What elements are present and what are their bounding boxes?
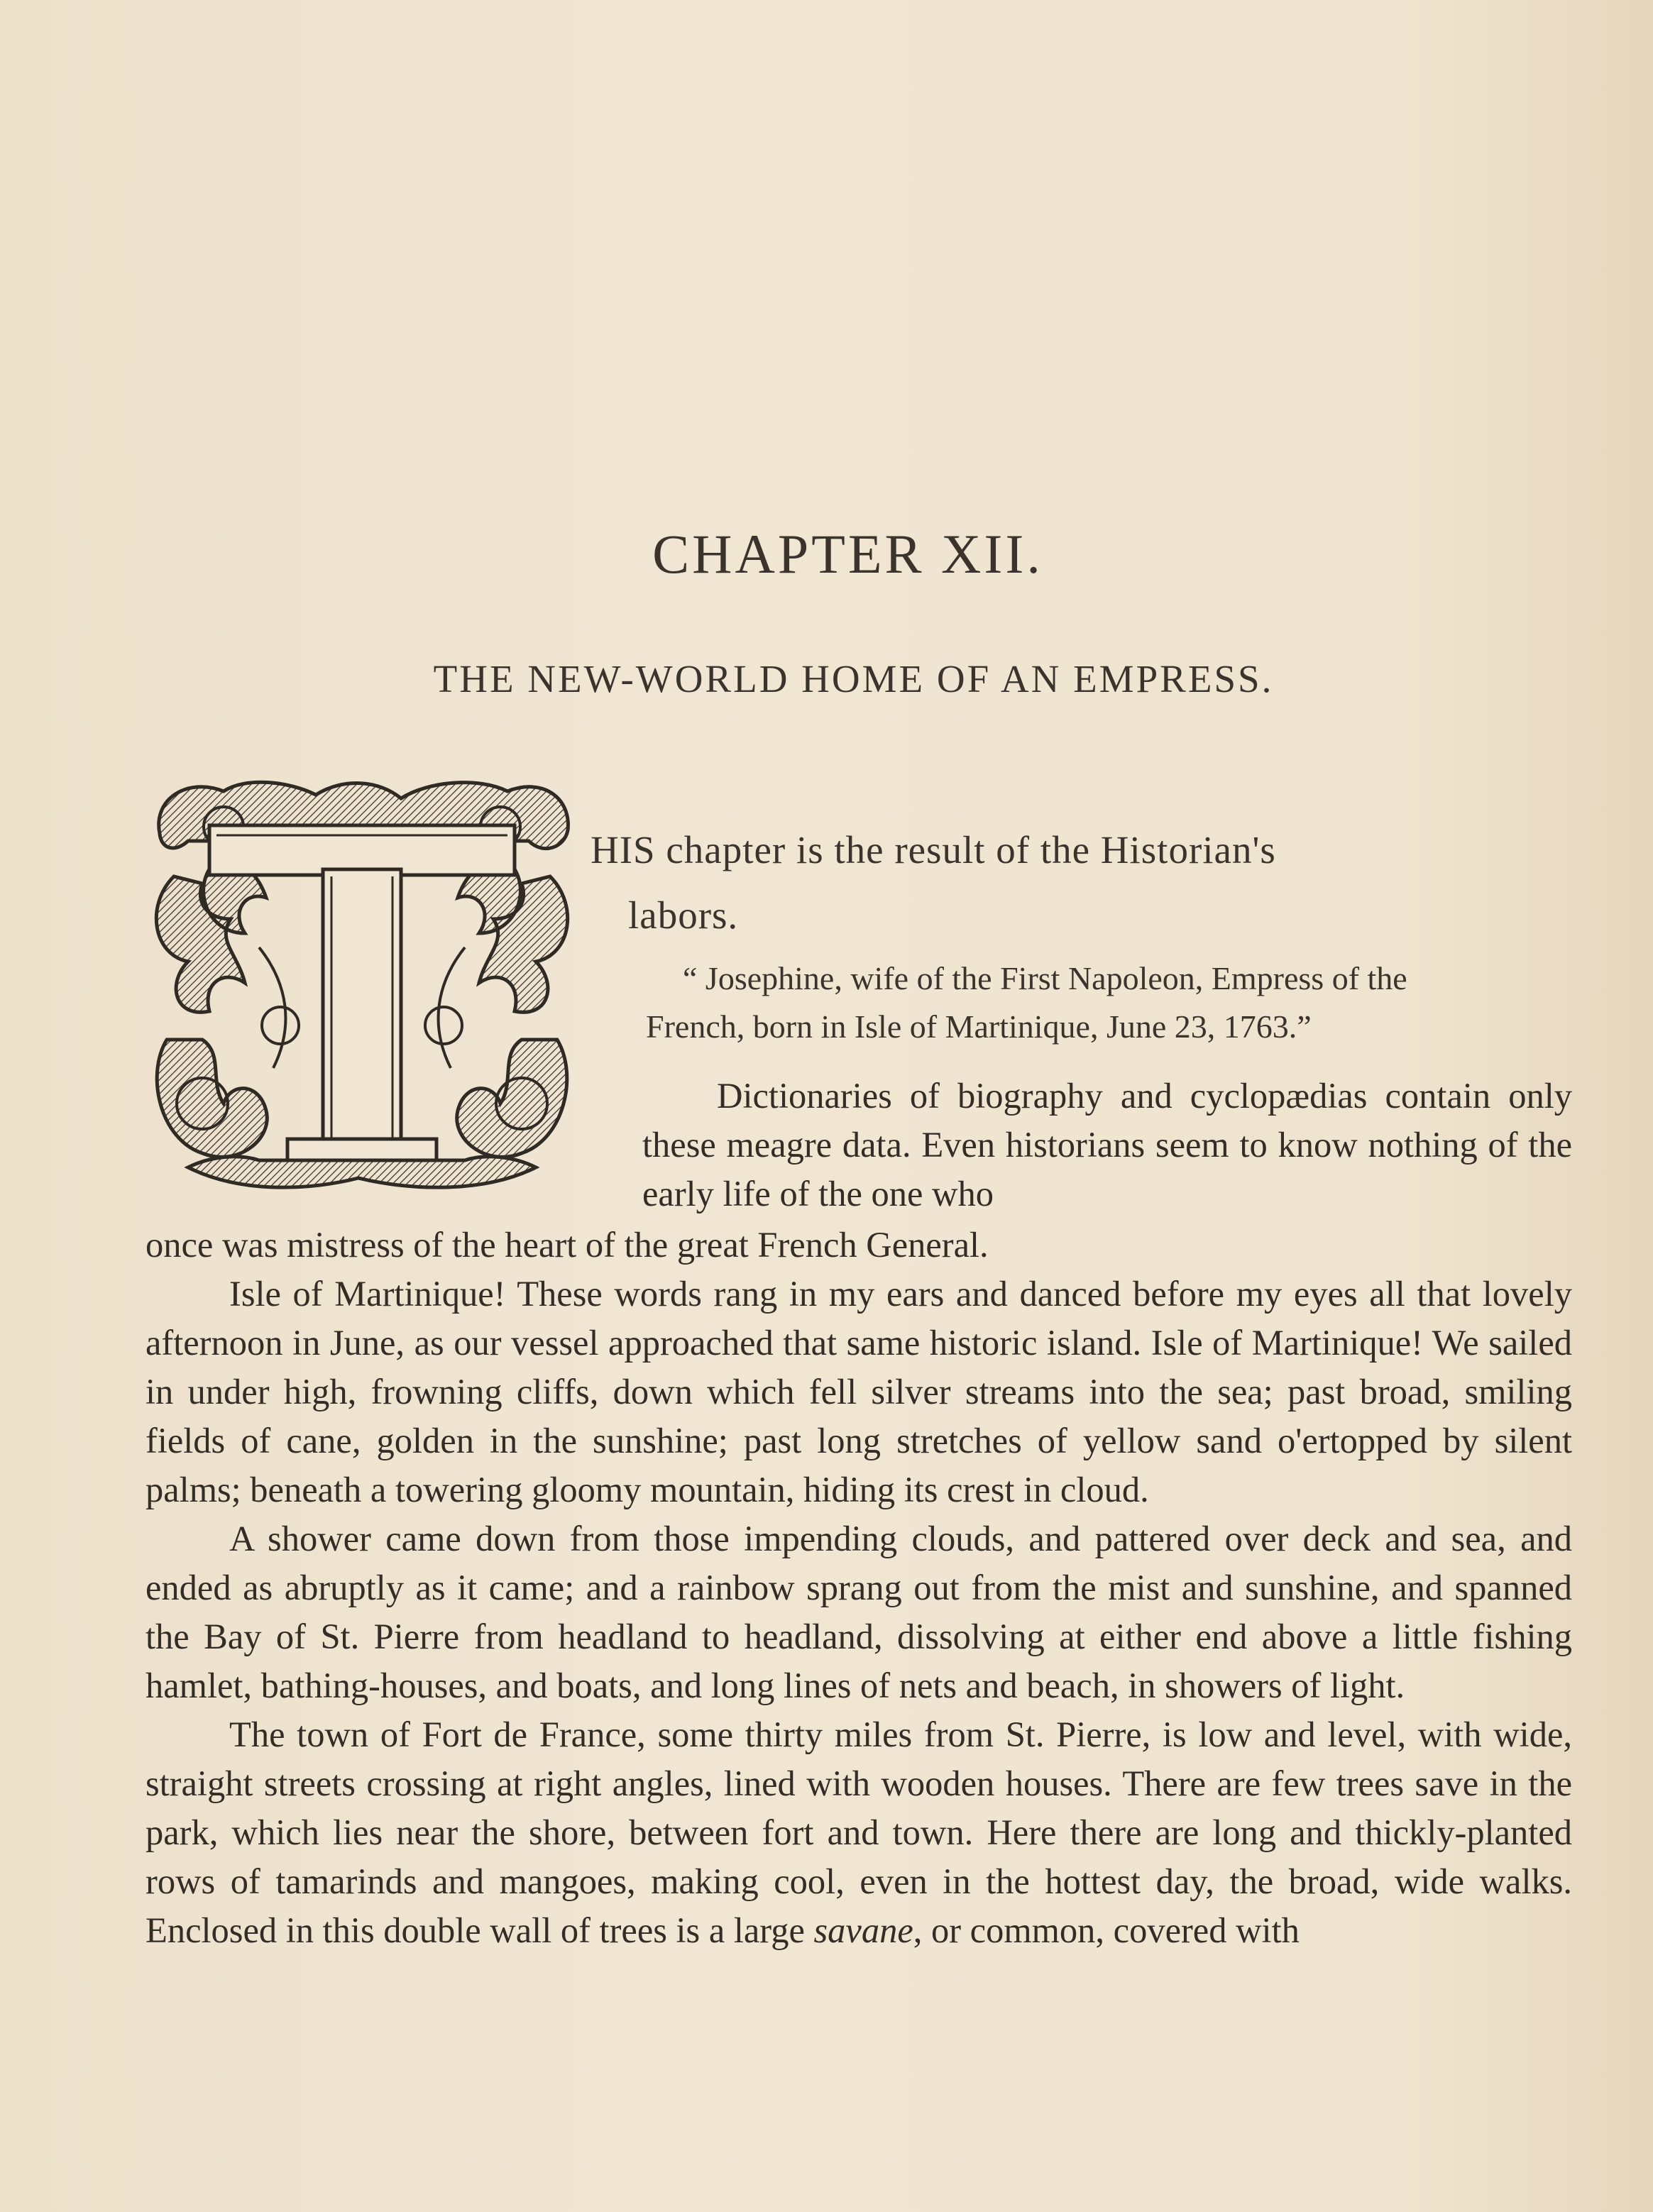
paragraph-town-italic: savane [813,1910,913,1950]
paragraph-dictionaries-text: Dictionaries of biography and cyclopædias contain only these meagre data. Even historians seem to know nothing of the early life of the one who [642,1076,1572,1214]
paragraph-town-end: , or common, covered with [913,1910,1300,1950]
paragraph-dictionaries [642,1072,1572,1218]
main-text [145,1221,1572,1955]
chapter-title: CHAPTER XII. [652,523,1043,585]
quote-line-2: French, born in Isle of Martinique, June 23, 1763.” [646,1008,1312,1045]
paragraph-dictionaries-end: once was mistress of the heart of the great French General. [145,1225,989,1265]
paragraph-town-start: The town of Fort de France, some thirty miles from St. Pierre, is low and level, with wide, straight streets crossing at right angles, lined with wooden houses. There are few trees save in the park, which lies near the shore, between fort and town. Here there are long and thickly-planted rows of tamarinds and mangoes, making cool, even in the hottest day, the broad, wide walks. Enclosed in this double wall of trees is a large [145,1715,1572,1950]
paragraph-shower: A shower came down from those impending clouds, and pattered over deck and sea, and ended as abruptly as it came; and a rainbow sprang out from the mist and sunshine, and spanned the Bay of St. Pierre from headland to headland, dissolving at either end above a little fishing hamlet, bathing-houses, and boats, and long lines of nets and beach, in showers of light. [145,1519,1572,1705]
paragraph-town [145,1710,1572,1955]
ornamental-dropcap-t [145,770,578,1196]
paragraph-isle: Isle of Martinique! These words rang in my ears and danced before my eyes all that lovely afternoon in June, as our vessel approached that same historic island. Isle of Martinique! We sailed in under high, frowning cliffs, down which fell silver streams into the sea; past broad, smiling fields of cane, golden in the sunshine; past long stretches of yellow sand o'ertopped by silent palms; beneath a towering gloomy mountain, hiding its crest in cloud. [145,1274,1572,1509]
chapter-subtitle: THE NEW-WORLD HOME OF AN EMPRESS. [433,657,1274,700]
lead-line-2: labors. [628,893,739,937]
lead-line-1: HIS chapter is the result of the Historian's [591,828,1276,871]
quote-line-1: “ Josephine, wife of the First Napoleon, Empress of the [683,960,1407,996]
